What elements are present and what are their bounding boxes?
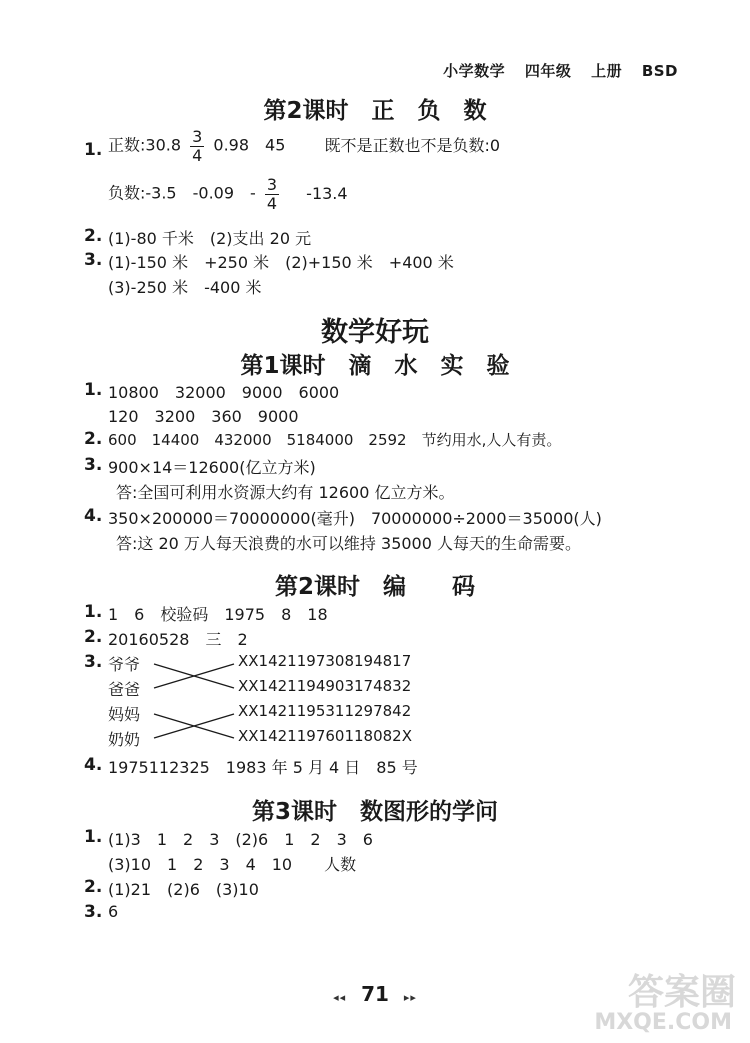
fraction: [190, 128, 204, 164]
answer-line: 6: [108, 902, 119, 921]
question-number: 1.: [84, 380, 103, 400]
id-code: XX1421195311297842: [238, 702, 412, 720]
section-title-water-experiment: 第1课时 滴 水 实 验: [240, 353, 510, 379]
question-number: 3.: [84, 250, 103, 270]
question-number: 2.: [84, 627, 103, 647]
answer-line: [108, 176, 348, 212]
page-number: 71: [361, 982, 389, 1006]
answer-text: 负数:-3.5 -0.09 -: [108, 183, 256, 203]
question-number: 4.: [84, 506, 103, 526]
question-number: 2.: [84, 429, 103, 449]
question-number: 2.: [84, 226, 103, 246]
answer-line: 答:全国可利用水资源大约有 12600 亿立方米。: [116, 483, 455, 502]
answer-line: (1)-150 米 +250 米 (2)+150 米 +400 米: [108, 253, 454, 272]
left-arrows-icon: ◂◂: [333, 991, 347, 1004]
fraction: [265, 176, 279, 212]
answer-line: (1)-80 千米 (2)支出 20 元: [108, 229, 312, 248]
right-arrows-icon: ▸▸: [403, 991, 417, 1004]
matching-lines: [150, 652, 240, 752]
unit-title: 数学好玩: [321, 317, 429, 348]
question-number: 1.: [84, 602, 103, 622]
question-number: 3.: [84, 902, 103, 922]
id-code: XX1421197308194817: [238, 652, 412, 670]
header-volume: 上册: [591, 62, 623, 80]
answer-line: (3)10 1 2 3 4 10 人数: [108, 855, 357, 874]
header-edition: BSD: [641, 62, 678, 80]
question-number: 1.: [84, 140, 103, 160]
section-title-coding: 第2课时 编 码: [274, 574, 475, 600]
answer-text: 正数:30.8: [108, 135, 182, 155]
numerator: 3: [266, 175, 278, 194]
person-label: 爸爸: [108, 680, 141, 699]
answer-text: 既不是正数也不是负数:0: [324, 135, 501, 155]
denominator: 4: [266, 193, 278, 213]
header-subject: 小学数学: [443, 62, 506, 80]
answer-line: 1 6 校验码 1975 8 18: [108, 605, 328, 624]
answer-line: [108, 128, 500, 164]
answer-text: 0.98 45: [213, 135, 286, 155]
watermark-url: MXQE.COM: [594, 1010, 732, 1035]
id-code: XX142119760118082X: [238, 727, 412, 745]
answer-line: (1)21 (2)6 (3)10: [108, 880, 259, 899]
denominator: 4: [192, 145, 203, 165]
person-label: 妈妈: [108, 705, 141, 724]
answer-line: (3)-250 米 -400 米: [108, 278, 262, 297]
question-number: 2.: [84, 877, 103, 897]
section-title-counting-shapes: 第3课时 数图形的学问: [251, 799, 498, 825]
page-header: [429, 60, 678, 81]
answer-text: -13.4: [306, 183, 348, 203]
answer-line: 1975112325 1983 年 5 月 4 日 85 号: [108, 758, 418, 777]
question-number: 4.: [84, 755, 103, 775]
answer-line: 900×14＝12600(亿立方米): [108, 458, 316, 477]
answer-line: 10800 32000 9000 6000: [108, 383, 340, 402]
answer-line: 答:这 20 万人每天浪费的水可以维持 35000 人每天的生命需要。: [116, 534, 581, 553]
section-title-positive-negative: 第2课时 正 负 数: [263, 98, 487, 124]
question-number: 1.: [84, 827, 103, 847]
answer-line: 600 14400 432000 5184000 2592 节约用水,人人有责。: [108, 431, 562, 449]
person-label: 奶奶: [108, 730, 141, 749]
header-grade: 四年级: [524, 62, 572, 80]
answer-line: 120 3200 360 9000: [108, 407, 299, 426]
question-number: 3.: [84, 455, 103, 475]
id-code: XX1421194903174832: [238, 677, 412, 695]
watermark-logo: 答案圈: [627, 972, 736, 1013]
answer-line: 350×200000＝70000000(毫升) 70000000÷2000＝35000(人): [108, 509, 602, 528]
answer-line: 20160528 三 2: [108, 630, 248, 649]
numerator: 3: [192, 127, 203, 146]
question-number: 3.: [84, 652, 103, 672]
answer-line: (1)3 1 2 3 (2)6 1 2 3 6: [108, 830, 373, 849]
person-label: 爷爷: [108, 655, 141, 674]
